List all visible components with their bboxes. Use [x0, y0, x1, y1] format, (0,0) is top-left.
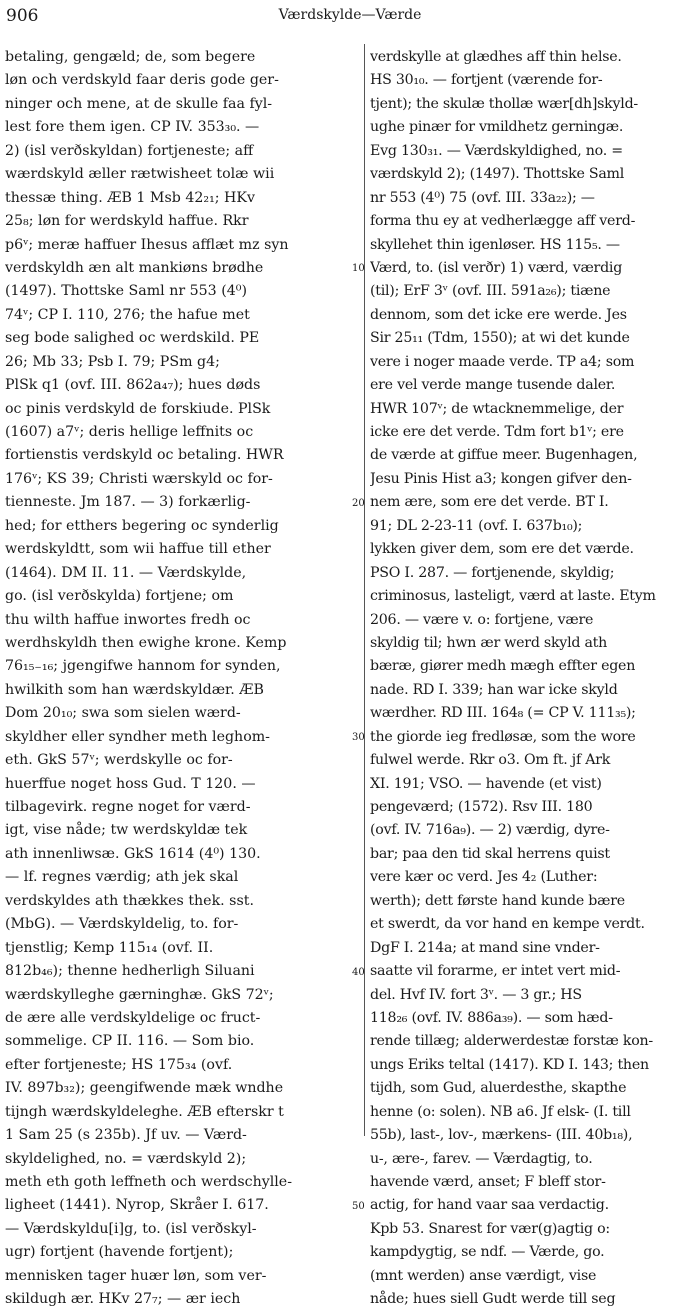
text-line: havende værd, anset; F bleff stor- [370, 1174, 606, 1190]
text-line: bar; paa den tid skal herrens quist [370, 845, 610, 862]
text-line: thessæ thing. ÆB 1 Msb 42₂₁; HKv [5, 189, 256, 206]
text-line: 206. — være v. o: fortjene, være [370, 611, 594, 628]
text-line: nem ære, som ere det verde. BT I. [370, 494, 609, 511]
text-line: oc pinis verdskyld de forskiude. PlSk [5, 400, 271, 417]
text-line: vere i noger maade verde. TP a4; som [370, 353, 635, 370]
text-line: lest fore them igen. CP IV. 353₃₀. — [5, 119, 260, 136]
text-line: 76₁₅₋₁₆; jgengifwe hannom for synden, [5, 658, 281, 675]
text-line: actig, for hand vaar saa verdactig. [370, 1197, 609, 1214]
text-line: (ovf. IV. 716a₉). — 2) værdig, dyre- [370, 822, 610, 839]
text-line: bæræ, giører medh mægh effter egen [370, 658, 636, 675]
text-line: (mnt werden) anse værdigt, vise [370, 1267, 597, 1284]
text-line: nåde; hues siell Gudt werde till seg [370, 1291, 616, 1308]
line-number-10: 10 [352, 263, 365, 275]
text-line: HS 30₁₀. — fortjent (værende for- [370, 72, 603, 89]
text-line: værdskyld 2); (1497). Thottske Saml [370, 166, 625, 183]
line-number-50: 50 [352, 1201, 365, 1213]
page-header [6, 6, 694, 28]
text-line: DgF I. 214a; at mand sine vnder- [370, 939, 600, 956]
text-line: ath innenliwsæ. GkS 1614 (4⁰) 130. [5, 845, 261, 862]
text-line: pengeværd; (1572). Rsv III. 180 [370, 799, 593, 815]
text-line: dennom, som det icke ere werde. Jes [370, 306, 627, 323]
page-number: 906 [6, 6, 39, 26]
text-line: HWR 107ᵛ; de wtacknemmelige, der [370, 400, 624, 417]
text-line: verdskyldh æn alt mankiøns brødhe [5, 259, 264, 276]
text-line: criminosus, lasteligt, værd at laste. Etym [370, 588, 656, 605]
text-line: igt, vise nåde; tw werdskyldæ tek [5, 822, 248, 839]
text-line: icke ere det verde. Tdm fort b1ᵛ; ere [370, 424, 624, 440]
text-line: Jesu Pinis Hist a3; kongen gifver den- [370, 470, 632, 487]
text-line: 91; DL 2-23-11 (ovf. I. 637b₁₀); [370, 517, 583, 534]
text-line: sommelige. CP II. 116. — Som bio. [5, 1033, 255, 1050]
text-line: fortienstis verdskyld oc betaling. HWR [5, 447, 284, 464]
text-line: hwilkith som han wærdskyldær. ÆB [5, 681, 264, 698]
text-line: IV. 897b₃₂); geengifwende mæk wndhe [5, 1080, 284, 1097]
text-line: p6ᵛ; meræ haffuer Ihesus afflæt mz syn [5, 236, 289, 253]
text-line: werdhskyldh then ewighe krone. Kemp [5, 634, 287, 651]
text-line: skyldher eller syndher meth leghom- [5, 728, 270, 745]
text-line: 118₂₆ (ovf. IV. 886a₃₉). — som hæd- [370, 1009, 613, 1026]
text-line: efter fortjeneste; HS 175₃₄ (ovf. [5, 1056, 233, 1073]
text-line: nade. RD I. 339; han war icke skyld [370, 681, 618, 698]
text-line: — Værdskyldu[i]g, to. (isl verðskyl- [5, 1220, 257, 1237]
text-line: werth); dett første hand kunde bære [370, 892, 625, 909]
text-line: werdskyldtt, som wii haffue till ether [5, 541, 271, 558]
text-line: 74ᵛ; CP I. 110, 276; the hafue met [5, 306, 250, 323]
text-line: fulwel werde. Rkr o3. Om ft. jf Ark [370, 752, 611, 769]
text-line: — lf. regnes værdig; ath jek skal [5, 869, 239, 886]
text-line: vere kær oc verd. Jes 4₂ (Luther: [370, 869, 598, 886]
text-line: ugr) fortjent (havende fortjent); [5, 1244, 234, 1261]
text-line: Sir 25₁₁ (Tdm, 1550); at wi det kunde [370, 330, 630, 347]
text-line: tjenstlig; Kemp 115₁₄ (ovf. II. [5, 939, 214, 956]
text-line: 26; Mb 33; Psb I. 79; PSm g4; [5, 353, 220, 370]
text-line: skyldig til; hwn ær werd skyld ath [370, 634, 607, 651]
text-line: 55b), last-, lov-, mærkens- (III. 40b₁₈), [370, 1127, 633, 1144]
text-line: Evg 130₃₁. — Værdskyldighed, no. = [370, 142, 623, 159]
line-number-30: 30 [352, 732, 365, 744]
text-line: go. (isl verðskylda) fortjene; om [5, 588, 234, 605]
text-line: kampdygtig, se ndf. — Værde, go. [370, 1244, 605, 1261]
text-line: et swerdt, da vor hand en kempe verdt. [370, 916, 645, 933]
text-line: tjent); the skulæ thollæ wær[dh]skyld- [370, 95, 638, 112]
text-line: (1607) a7ᵛ; deris hellige leffnits oc [5, 424, 254, 440]
text-line: ere vel verde mange tusende daler. [370, 377, 616, 394]
line-number-40: 40 [352, 966, 365, 978]
text-line: meth eth goth leffneth och werdschylle- [5, 1174, 292, 1190]
text-line: hed; for etthers begering oc synderlig [5, 517, 279, 534]
text-line: seg bode salighed oc werdskild. PE [5, 330, 260, 347]
text-line: tijdh, som Gud, aluerdesthe, skapthe [370, 1080, 627, 1097]
text-line: (til); ErF 3ᵛ (ovf. III. 591a₂₆); tiæne [370, 283, 611, 300]
text-line: de værde at giffue meer. Bugenhagen, [370, 447, 638, 464]
text-line: PSO I. 287. — fortjenende, skyldig; [370, 564, 615, 581]
text-line: XI. 191; VSO. — havende (et vist) [370, 775, 602, 792]
text-line: skyldelighed, no. = værdskyld 2); [5, 1150, 247, 1167]
left-column [5, 46, 350, 1312]
text-line: Kpb 53. Snarest for vær(g)agtig o: [370, 1220, 610, 1237]
text-line: ughe pinær for vmildhetz gerningæ. [370, 119, 624, 136]
text-line: 176ᵛ; KS 39; Christi wærskyld oc for- [5, 470, 273, 487]
text-line: tilbagevirk. regne noget for værd- [5, 799, 251, 815]
text-line: 2) (isl verðskyldan) fortjeneste; aff [5, 142, 254, 159]
text-line: (MbG). — Værdskyldelig, to. for- [5, 916, 239, 933]
text-line: del. Hvf IV. fort 3ᵛ. — 3 gr.; HS [370, 986, 582, 1003]
right-column [370, 46, 696, 1312]
text-line: wærdskyld æller rætwisheet tolæ wii [5, 166, 275, 183]
text-line: 812b₄₆); thenne hedherligh Siluani [5, 963, 255, 980]
running-title: Værdskylde—Værde [278, 7, 422, 23]
text-line: verdskyldes ath thækkes thek. sst. [5, 892, 254, 909]
text-line: thu wilth haffue inwortes fredh oc [5, 611, 251, 628]
text-line: lykken giver dem, som ere det værde. [370, 541, 634, 558]
text-line: forma thu ey at vedherlægge aff verd- [370, 213, 636, 230]
text-line: henne (o: solen). NB a6. Jf elsk- (I. till [370, 1103, 631, 1120]
text-line: Værd, to. (isl verðr) 1) værd, værdig [370, 259, 623, 276]
text-line: eth. GkS 57ᵛ; werdskylle oc for- [5, 752, 233, 769]
text-line: tienneste. Jm 187. — 3) forkærlig- [5, 494, 251, 511]
text-line: løn och verdskyld faar deris gode ger- [5, 72, 279, 89]
text-line: 25₈; løn for werdskyld haffue. Rkr [5, 213, 249, 230]
text-line: huerffue noget hoss Gud. T 120. — [5, 775, 256, 792]
text-line: skildugh ær. HKv 27₇; — ær iech [5, 1291, 241, 1308]
text-line: (1464). DM II. 11. — Værdskylde, [5, 564, 247, 581]
text-line: the giorde ieg fredløsæ, som the wore [370, 728, 636, 745]
text-line: verdskylle at glædhes aff thin helse. [370, 49, 622, 65]
text-line: ligheet (1441). Nyrop, Skråer I. 617. [5, 1197, 269, 1214]
line-number-20: 20 [352, 497, 365, 509]
text-line: Dom 20₁₀; swa som sielen wærd- [5, 705, 241, 722]
text-line: rende tillæg; alderwerdestæ forstæ kon- [370, 1033, 653, 1050]
text-line: u-, ære-, farev. — Værdagtig, to. [370, 1150, 593, 1167]
text-line: 1 Sam 25 (s 235b). Jf uv. — Værd- [5, 1127, 247, 1144]
text-line: tijngh wærdskyldeleghe. ÆB efterskr t [5, 1103, 284, 1120]
text-line: (1497). Thottske Saml nr 553 (4⁰) [5, 283, 248, 300]
text-line: PlSk q1 (ovf. III. 862a₄₇); hues døds [5, 377, 261, 394]
text-line: nr 553 (4⁰) 75 (ovf. III. 33a₂₂); — [370, 189, 595, 206]
text-line: wærdskylleghe gærninghæ. GkS 72ᵛ; [5, 986, 274, 1003]
text-line: de ære alle verdskyldelige oc fruct- [5, 1009, 261, 1026]
text-line: saatte vil forarme, er intet vert mid- [370, 963, 621, 980]
text-line: mennisken tager huær løn, som ver- [5, 1267, 267, 1284]
text-line: ninger och mene, at de skulle faa fyl- [5, 95, 273, 112]
text-line: betaling, gengæld; de, som begere [5, 49, 256, 65]
text-line: ungs Eriks teltal (1417). KD I. 143; then [370, 1056, 649, 1073]
text-line: skyllehet thin igenløser. HS 115₅. — [370, 236, 620, 253]
text-line: wærdher. RD III. 164₈ (= CP V. 111₃₅); [370, 705, 636, 722]
